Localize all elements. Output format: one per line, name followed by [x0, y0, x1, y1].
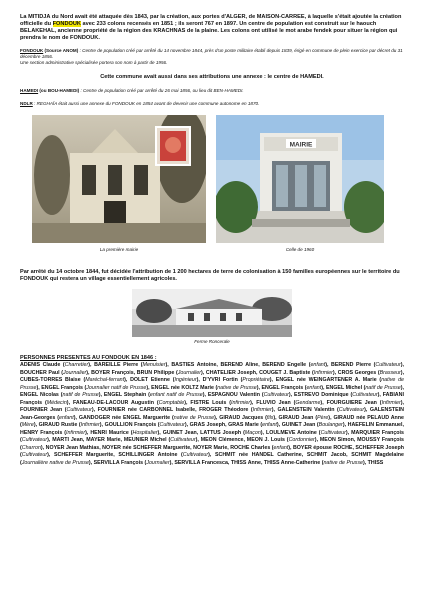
person-entry: ENGEL Stephain (enfant natif de Prusse) — [103, 392, 205, 399]
mairie-sign: MAIRIE — [289, 141, 313, 149]
person-entry: GALENSTEIN Jean-Georges (enfant) — [20, 407, 404, 421]
persons-list: ADENIS Claude (Charretier), BAREILLE Pierre (Menuisier), BASTIES Antoine, BEREND Aline, BEREND Engelle (enfant), BEREND Pierre (Cultivateur), BOUCHER Paul (Journalier), BOYER François, BRUN Philippe (Journalier), CHATELIER Joseph, COUGET J. Baptiste (Infirmier), CROS Georges (Brasseur), CUBES-TORRES Blaise (Maréchal-ferrant), DOLET Etienne (Ingénieur), D'YVRI Fortin (Propriétaire), ENGEL née WEINGARTENER A. Marie (native de Prusse), ENGEL François (Journalier natif de Prusse), ENGEL née KOLTZ Marie (native de Prusse), ENGEL François (enfant), ENGEL Michel (natif de Prusse), ENGEL Nicolas (natif de Prusse), ENGEL Stephain (enfant natif de Prusse), ESPAGNOU Valentin (Cultivateur), ESTREVO Dominique (Cultivateur), FABIANI François (Médecin), FANEAU-DE-LACOUR Augustin (Comptable), FISTRE Louis (Infirmier), FLUVIO Jean (Gendarme), FOURGUIERE Jean (Infirmier), FOURNIER Jean (Cultivateur), FOURNIER née CARBONNEL Isabelle, FROGER Théodore (Infirmier), GALENSTEIN Valentin (Cultivateur), GALENSTEIN Jean-Georges (enfant), GANDOGER née ENGEL Marguerite (native de Prusse), GIRAUD Jacques (fils), GIRAUD Jean (Père), GIRAUD née PELAUD Anne (Mère), GIRAUD Rustie (Infirmier), GOULLION François (Cultivateur), GRAS Joseph, GRAS Marie (enfant), GUINET Jean (Boulanger), HAEFELIN Emmanuel, HENRY François (Infirmier), HENRI Maurice (Hospitalier), GUINET Jean, LATTUS Joseph (Maçon), LOULMEVE Antoine (Cultivateur), MARQUIER François (Cultivateur), MARTI Jean, MAYER Marie, MEUNIER Michel (Cultivateur), MEON Clémence, MEON J. Louis (Cordonnier), MEON Simon, MOUSSY François (Charron), NOYER Jean Mathias, NOYER née SCHEFFER Marguerite, NOYER Marie, ROCHE Charles (enfant), BOYER épouse ROCHE, SCHEFFER Joseph (Cultivateur), SCHEFFER Marguerite, SCHILLINGER Antoine (Cultivateur), SCHMIT née HANDEL Catherine, SCHMIT Jacob, SCHMIT Magdelaine (Journalière native de Prusse), SERVILLA François (Journalier), SERVILLA Francesca, THISS Anne, THISS Anne-Catherine (native de Prusse), THISS — [20, 362, 405, 466]
land-allocation-paragraph: Par arrêté du 14 octobre 1844, fut décidée l'attribution de 1 200 hectares de terre de colonisation à 150 familles européennes sur le territoire du FONDOUK qui restera un village essentiellement agricoles. — [20, 269, 400, 283]
first-town-hall-photo — [32, 115, 206, 243]
person-entry: FOURGUIERE Jean (Infirmier) — [326, 399, 403, 406]
farm-photo-block — [20, 289, 404, 347]
source-fondouk: FONDOUK (Source ANOM) : Centre de population créé par arrêté du 14 novembre 1844, près d'un poste militaire établi depuis 1839, érigé en commune de plein exercice par décret du 31 décembre 1856. Une section administrative spécialisée portera son nom à partir de 1956. — [20, 48, 403, 66]
person-entry: NOYER Jean Mathias, NOYER née SCHEFFER Marguerite, NOYER Marie, ROCHE Charles (enfant) — [45, 444, 291, 451]
person-entry: FLUVIO Jean (Gendarme) — [256, 399, 323, 406]
person-entry: ENGEL François (Journalier natif de Prusse) — [41, 384, 149, 391]
person-entry: LOULMEVE Antoine (Cultivateur) — [265, 429, 348, 436]
person-entry: SCHMIT née HANDEL Catherine, SCHMIT Jacob, SCHMIT Magdelaine (Journalière native de Prusse) — [20, 452, 404, 466]
farm-photo — [132, 289, 292, 337]
person-entry: GANDOGER née ENGEL Marguerite (native de Prusse) — [78, 414, 216, 421]
person-entry: FISTRE Louis (Infirmier) — [190, 399, 252, 406]
person-entry: GALENSTEIN Valentin (Cultivateur) — [277, 407, 366, 414]
person-entry: ESPAGNOU Valentin (Cultivateur) — [207, 392, 291, 399]
person-entry: ENGEL née WEINGARTENER A. Marie (native de Prusse) — [20, 377, 404, 391]
person-entry: BAREILLE Pierre (Menuisier) — [94, 362, 168, 369]
caption-first-town-hall: La première mairie — [99, 247, 139, 253]
person-entry: SERVILLA François (Journalier) — [93, 459, 172, 466]
caption-town-hall-1960: Celle de 1960 — [285, 247, 315, 253]
person-entry: ENGEL François (enfant) — [261, 384, 323, 391]
person-entry: MEON Simon, MOUSSY François (Charron) — [20, 437, 404, 451]
person-entry: HAEFELIN Emmanuel, HENRY François (Infirmier) — [20, 422, 404, 436]
highlighted-word: FONDOUK — [52, 21, 81, 28]
person-entry: BOUCHER Paul (Journalier) — [20, 369, 89, 376]
person-entry: HENRI Maurice (Hospitalier) — [90, 429, 160, 436]
person-entry: CUBES-TORRES Blaise (Maréchal-ferrant) — [20, 377, 126, 384]
person-entry: ENGEL née KOLTZ Marie (native de Prusse) — [151, 384, 259, 391]
person-entry: GOULLION François (Cultivateur) — [104, 422, 187, 429]
person-entry: GRAS Joseph, GRAS Marie (enfant) — [189, 422, 279, 429]
person-entry: CROS Georges (Brasseur) — [337, 369, 403, 376]
person-entry: FOURNIER née CARBONNEL Isabelle, FROGER Théodore (Infirmier) — [97, 407, 274, 414]
person-entry: BOYER François, BRUN Philippe (Journalier) — [91, 369, 203, 376]
person-entry: BEREND Pierre (Cultivateur) — [331, 362, 403, 369]
persons-list-title: PERSONNES PRESENTES AU FONDOUK EN 1846 : — [20, 355, 157, 362]
person-entry: GIRAUD née PELAUD Anne (Mère) — [20, 414, 404, 429]
source-hamedi: HAMEDI (ou BOU-HAMEDI) : Centre de population créé par arrêté du 26 mai 1856, ou lieu dit BEN-HAMEDI. — [20, 88, 244, 94]
person-entry: MARTI Jean, MAYER Marie, MEUNIER Michel (Cultivateur) — [52, 437, 198, 444]
intro-paragraph: La MITIDJA du Nord avait été attaquée dès 1843, par la création, aux portes d'ALGER, de MAISON-CARREE, à laquelle s'était ajoutée la création officielle du FONDOUK avec 233 colons recensés en 1851 ; ils seront 767 en 1897. Un centre de population est construit sur le haouch BELAKEHAL, ancienne propriété de la région des KRACHNAS de la plaine. Les colons ont utilisé le mot arabe fendek pour situer la région qui prendra le nom de FONDOUK. — [20, 14, 402, 42]
person-entry: MARQUIER François (Cultivateur) — [20, 429, 404, 444]
person-entry: GIRAUD Jean (Père) — [278, 414, 331, 421]
person-entry: SERVILLA Francesca, THISS Anne, THISS Anne-Catherine (native de Prusse) — [174, 459, 365, 466]
person-entry: MEON Clémence, MEON J. Louis (Cordonnier) — [200, 437, 317, 444]
person-entry: SCHEFFER Marguerite, SCHILLINGER Antoine (Cultivateur) — [53, 452, 210, 459]
person-entry: GUINET Jean, LATTUS Joseph (Maçon) — [162, 429, 263, 436]
person-entry: ENGEL Nicolas (natif de Prusse) — [20, 392, 101, 399]
person-entry: ADENIS Claude (Charretier) — [20, 362, 90, 369]
person-entry: ESTREVO Dominique (Cultivateur) — [294, 392, 380, 399]
photo-row — [20, 115, 404, 265]
person-entry: D'YVRI Fortin (Propriétaire) — [202, 377, 272, 384]
town-hall-1960-photo — [216, 115, 384, 243]
person-entry: THISS — [367, 459, 384, 466]
person-entry: GIRAUD Rustie (Infirmier) — [38, 422, 102, 429]
person-entry: CHATELIER Joseph, COUGET J. Baptiste (Infirmier) — [205, 369, 335, 376]
person-entry: GUINET Jean (Boulanger) — [281, 422, 345, 429]
annex-line: Cette commune avait aussi dans ses attributions une annexe : le centre de HAMEDI. — [100, 74, 324, 81]
document-page — [20, 14, 404, 467]
person-entry: GIRAUD Jacques (fils) — [219, 414, 276, 421]
person-entry: DOLET Etienne (Ingénieur) — [130, 377, 199, 384]
person-entry: FABIANI François (Médecin) — [20, 392, 404, 406]
editor-note: NDLR : REGHAÏA était aussi une annexe du FONDOUK en 1854 avant de devenir une commune autonome en 1870. — [20, 101, 260, 107]
person-entry: BASTIES Antoine, BEREND Aline, BEREND Engelle (enfant) — [171, 362, 327, 369]
person-entry: BOYER épouse ROCHE, SCHEFFER Joseph (Cultivateur) — [20, 444, 404, 459]
caption-farm: Ferme Roncerale — [194, 339, 230, 345]
person-entry: ENGEL Michel (natif de Prusse) — [325, 384, 403, 391]
person-entry: FOURNIER Jean (Cultivateur) — [20, 407, 94, 414]
person-entry: FANEAU-DE-LACOUR Augustin (Comptable) — [72, 399, 187, 406]
